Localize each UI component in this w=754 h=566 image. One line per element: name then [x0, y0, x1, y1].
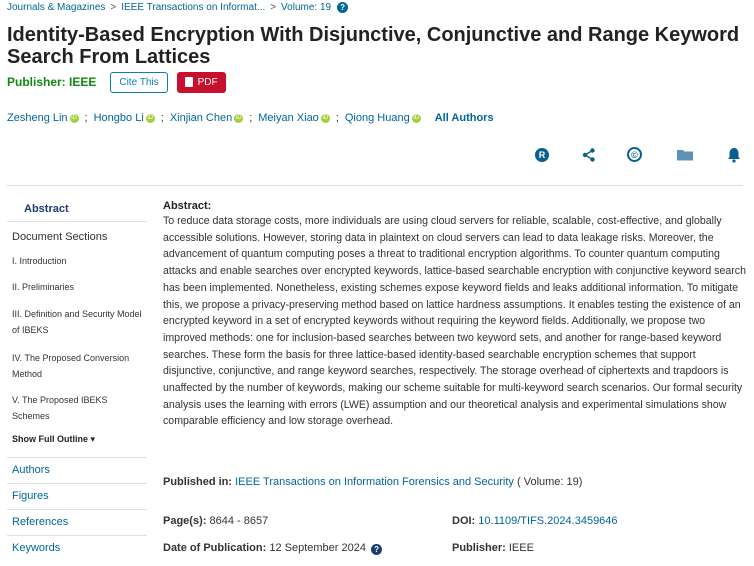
sidebar-item-introduction[interactable]: I. Introduction — [12, 256, 67, 266]
sidebar-item-keywords[interactable]: Keywords — [7, 535, 147, 561]
pdf-file-icon — [185, 77, 193, 87]
abstract-label: Abstract: — [163, 200, 212, 212]
show-full-outline-toggle[interactable]: Show Full Outline ▾ — [12, 434, 96, 444]
sidebar-item-authors[interactable]: Authors — [7, 457, 147, 483]
abstract-section — [163, 200, 747, 430]
author-separator: ; — [160, 112, 164, 124]
publisher-detail-label: Publisher: — [452, 542, 506, 554]
orcid-icon[interactable]: iD — [71, 114, 77, 121]
copyright-glyph: © — [627, 147, 642, 162]
doi-link[interactable]: 10.1109/TIFS.2024.3459646 — [478, 515, 618, 527]
published-in-label: Published in: — [163, 476, 233, 488]
all-authors-link[interactable]: All Authors — [434, 112, 494, 124]
breadcrumb-separator: > — [110, 2, 117, 13]
pdf-button[interactable] — [177, 72, 226, 93]
sidebar-item-figures[interactable]: Figures — [7, 483, 147, 509]
publication-date-info — [163, 542, 382, 555]
alert-bell-icon[interactable] — [725, 146, 743, 164]
author-name[interactable]: Xinjian Chen — [169, 112, 233, 124]
cite-this-button[interactable]: Cite This — [110, 72, 167, 93]
breadcrumb-separator: > — [270, 2, 277, 13]
action-toolbar — [0, 146, 754, 164]
author-link[interactable] — [345, 112, 421, 124]
publisher-info — [452, 542, 534, 554]
sidebar-item-references[interactable]: References — [7, 509, 147, 535]
author-separator: ; — [335, 112, 339, 124]
help-icon[interactable]: ? — [337, 2, 348, 13]
sidebar-document-sections-heading: Document Sections — [12, 231, 108, 243]
author-name[interactable]: Meiyan Xiao — [258, 112, 319, 124]
breadcrumb — [7, 2, 348, 13]
orcid-icon[interactable]: iD — [235, 114, 242, 121]
author-name[interactable]: Zesheng Lin — [7, 112, 68, 124]
sidebar-item-preliminaries[interactable]: II. Preliminaries — [12, 282, 75, 292]
doi-info — [452, 515, 618, 527]
page-title: Identity-Based Encryption With Disjunctive, Conjunctive and Range Keyword Search From Lattices — [7, 24, 740, 68]
pages-info — [163, 515, 268, 527]
pages-value: 8644 - 8657 — [209, 515, 269, 527]
rights-glyph: R — [535, 148, 549, 162]
author-separator: ; — [84, 112, 88, 124]
rights-icon[interactable] — [533, 146, 551, 164]
publisher-detail-value: IEEE — [508, 542, 534, 554]
publisher-label: Publisher: IEEE — [7, 75, 97, 89]
doi-label: DOI: — [452, 515, 476, 527]
publication-date-label: Date of Publication: — [163, 542, 267, 554]
author-list — [7, 112, 494, 124]
orcid-icon[interactable]: iD — [147, 114, 154, 121]
author-link[interactable] — [258, 112, 330, 124]
breadcrumb-journals[interactable]: Journals & Magazines — [7, 2, 106, 13]
copyright-icon[interactable] — [626, 146, 644, 164]
orcid-icon[interactable]: iD — [322, 114, 329, 121]
sidebar-item-definition-security-model[interactable]: III. Definition and Security Model of IBEKS — [12, 309, 142, 335]
publisher-row — [7, 71, 226, 93]
breadcrumb-volume[interactable]: Volume: 19 — [281, 2, 332, 13]
pdf-label: PDF — [197, 76, 218, 88]
pages-label: Page(s): — [163, 515, 207, 527]
journal-volume: ( Volume: 19) — [517, 476, 583, 488]
folder-icon[interactable] — [676, 146, 694, 164]
share-icon[interactable] — [580, 146, 598, 164]
sidebar-item-proposed-conversion-method[interactable]: IV. The Proposed Conversion Method — [12, 353, 130, 379]
journal-link[interactable]: IEEE Transactions on Information Forensics and Security — [235, 476, 514, 488]
published-in — [163, 476, 582, 488]
orcid-icon[interactable]: iD — [413, 114, 420, 121]
sidebar-item-proposed-ibeks-schemes[interactable]: V. The Proposed IBEKS Schemes — [12, 395, 108, 421]
author-separator: ; — [249, 112, 253, 124]
sidebar-item-abstract[interactable]: Abstract — [7, 195, 147, 222]
publication-date-value: 12 September 2024 — [269, 542, 366, 554]
author-name[interactable]: Qiong Huang — [344, 112, 410, 124]
breadcrumb-transactions[interactable]: IEEE Transactions on Informat... — [121, 2, 266, 13]
help-icon[interactable]: ? — [371, 544, 382, 555]
author-link[interactable] — [170, 112, 243, 124]
author-name[interactable]: Hongbo Li — [93, 112, 144, 124]
author-link[interactable] — [7, 112, 79, 124]
author-link[interactable] — [94, 112, 155, 124]
divider — [7, 185, 743, 186]
document-sidebar — [7, 195, 147, 561]
abstract-text: To reduce data storage costs, more individuals are using cloud servers for reliable, scalable, cost-effective, and globally accessible solutions. However, storing data in plaintext on cloud servers can lead to data leakage risks. Moreover, the advancement of quantum computing poses a threat to traditional encryption algorithms. To counter quantum computing attacks and enable searches over encrypted keywords, lattice-based searchable encryption with conjunctive keyword search has been implemented. Nonetheless, existing schemes expose keyword fields and leaks additional information. To mitigate this, we propose a privacy-preserving method based on lattice hardness assumptions. It enables testing the existence of an encrypted keyword in a set of encrypted keywords without requiring the keyword fields. Additionally, we propose two improved methods: one for inclusion-based searches between two keyword sets, and another for range-based keyword searches. These form the basis for three lattice-based identity-based searchable encryption schemes that support disjunctive, conjunctive, and range keyword searches, respectively. The storage overhead of ciphertexts and trapdoors is unaffected by the number of keywords, making our scheme suitable for multi-keyword search scenarios. Our formal security analysis uses the learning with errors (LWE) assumption and our theoretical analysis and experimental simulations show comparable efficiency and low storage overhead. — [163, 215, 746, 428]
